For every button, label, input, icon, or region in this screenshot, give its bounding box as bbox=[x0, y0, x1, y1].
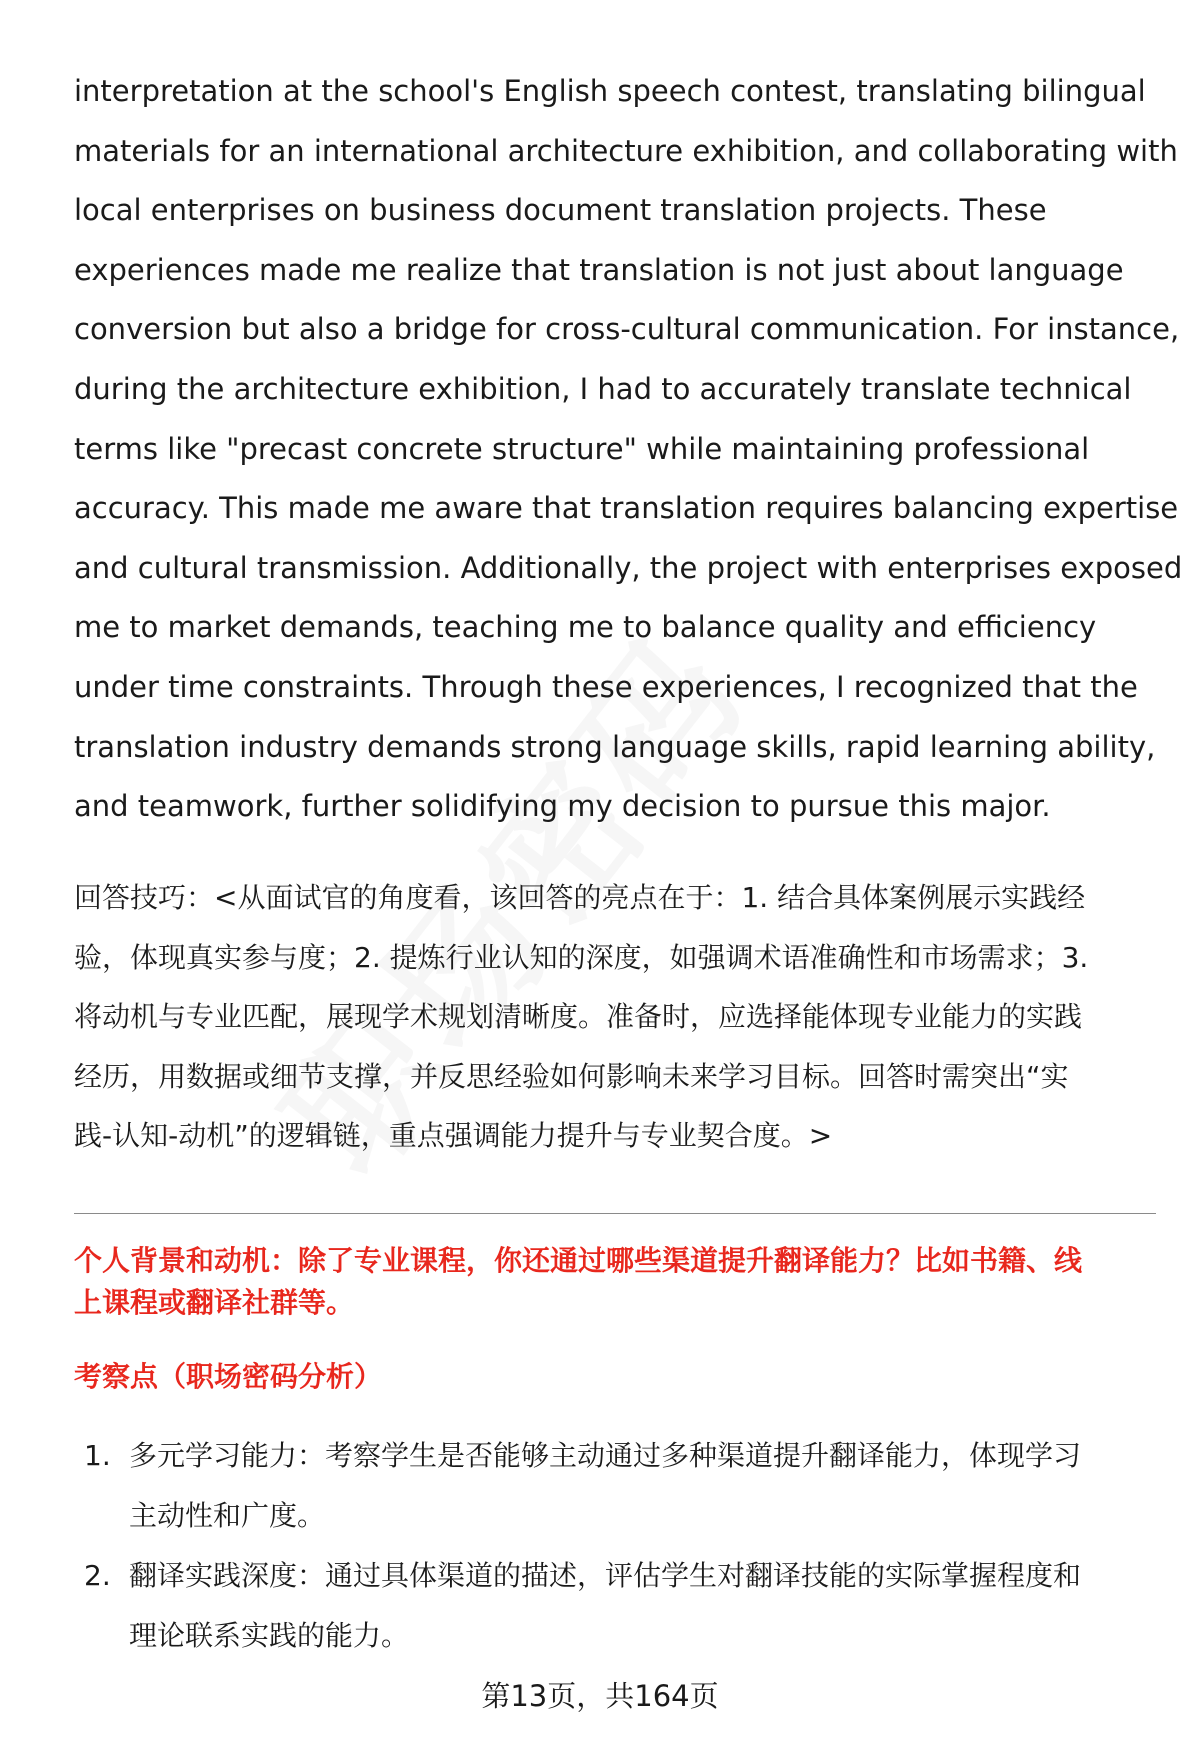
tips-line: 回答技巧：<从面试官的角度看，该回答的亮点在于：1. 结合具体案例展示实践经 bbox=[74, 881, 1086, 914]
list-item-line: 理论联系实践的能力。 bbox=[129, 1619, 410, 1652]
list-item bbox=[74, 1426, 1164, 1546]
list-item-line: 多元学习能力：考察学生是否能够主动通过多种渠道提升翻译能力，体现学习 bbox=[129, 1439, 1082, 1472]
answer-line: and teamwork, further solidifying my decision to pursue this major. bbox=[74, 789, 1051, 824]
answer-line: me to market demands, teaching me to balance quality and efficiency bbox=[74, 610, 1097, 645]
list-item-line: 翻译实践深度：通过具体渠道的描述，评估学生对翻译技能的实际掌握程度和 bbox=[129, 1559, 1082, 1592]
question-heading bbox=[74, 1240, 1164, 1324]
question-line: 个人背景和动机：除了专业课程，你还通过哪些渠道提升翻译能力？比如书籍、线 bbox=[74, 1244, 1083, 1277]
list-item-number: 2. bbox=[84, 1559, 111, 1592]
question-line: 上课程或翻译社群等。 bbox=[74, 1286, 355, 1319]
tips-line: 将动机与专业匹配，展现学术规划清晰度。准备时，应选择能体现专业能力的实践 bbox=[74, 1000, 1083, 1033]
answer-line: and cultural transmission. Additionally, the project with enterprises exposed bbox=[74, 550, 1183, 585]
assessment-points-title: 考察点（职场密码分析） bbox=[74, 1360, 383, 1393]
answer-line: conversion but also a bridge for cross-cultural communication. For instance, bbox=[74, 312, 1180, 347]
tips-line: 经历，用数据或细节支撑，并反思经验如何影响未来学习目标。回答时需突出“实 bbox=[74, 1059, 1069, 1093]
list-item-line: 主动性和广度。 bbox=[129, 1499, 326, 1532]
answer-line: local enterprises on business document translation projects. These bbox=[74, 193, 1047, 228]
answer-line: terms like "precast concrete structure" while maintaining professional bbox=[74, 431, 1090, 466]
answer-line: under time constraints. Through these experiences, I recognized that the bbox=[74, 669, 1138, 704]
tips-line: 践-认知-动机”的逻辑链，重点强调能力提升与专业契合度。> bbox=[74, 1119, 833, 1152]
page-number: 第13页，共164页 bbox=[481, 1679, 719, 1713]
section-divider bbox=[74, 1213, 1156, 1214]
answer-line: materials for an international architecture exhibition, and collaborating with bbox=[74, 133, 1178, 168]
answer-line: experiences made me realize that translation is not just about language bbox=[74, 252, 1124, 287]
answer-line: translation industry demands strong language skills, rapid learning ability, bbox=[74, 729, 1156, 764]
answer-line: accuracy. This made me aware that translation requires balancing expertise bbox=[74, 491, 1179, 526]
answer-tips bbox=[74, 868, 1164, 1166]
answer-line: during the architecture exhibition, I had to accurately translate technical bbox=[74, 371, 1132, 406]
assessment-points-list bbox=[74, 1426, 1164, 1666]
list-item bbox=[74, 1546, 1164, 1666]
tips-line: 验，体现真实参与度；2. 提炼行业认知的深度，如强调术语准确性和市场需求；3. bbox=[74, 940, 1089, 974]
answer-line: interpretation at the school's English speech contest, translating bilingual bbox=[74, 74, 1146, 108]
answer-paragraph bbox=[74, 62, 1183, 837]
list-item-number: 1. bbox=[84, 1439, 111, 1472]
